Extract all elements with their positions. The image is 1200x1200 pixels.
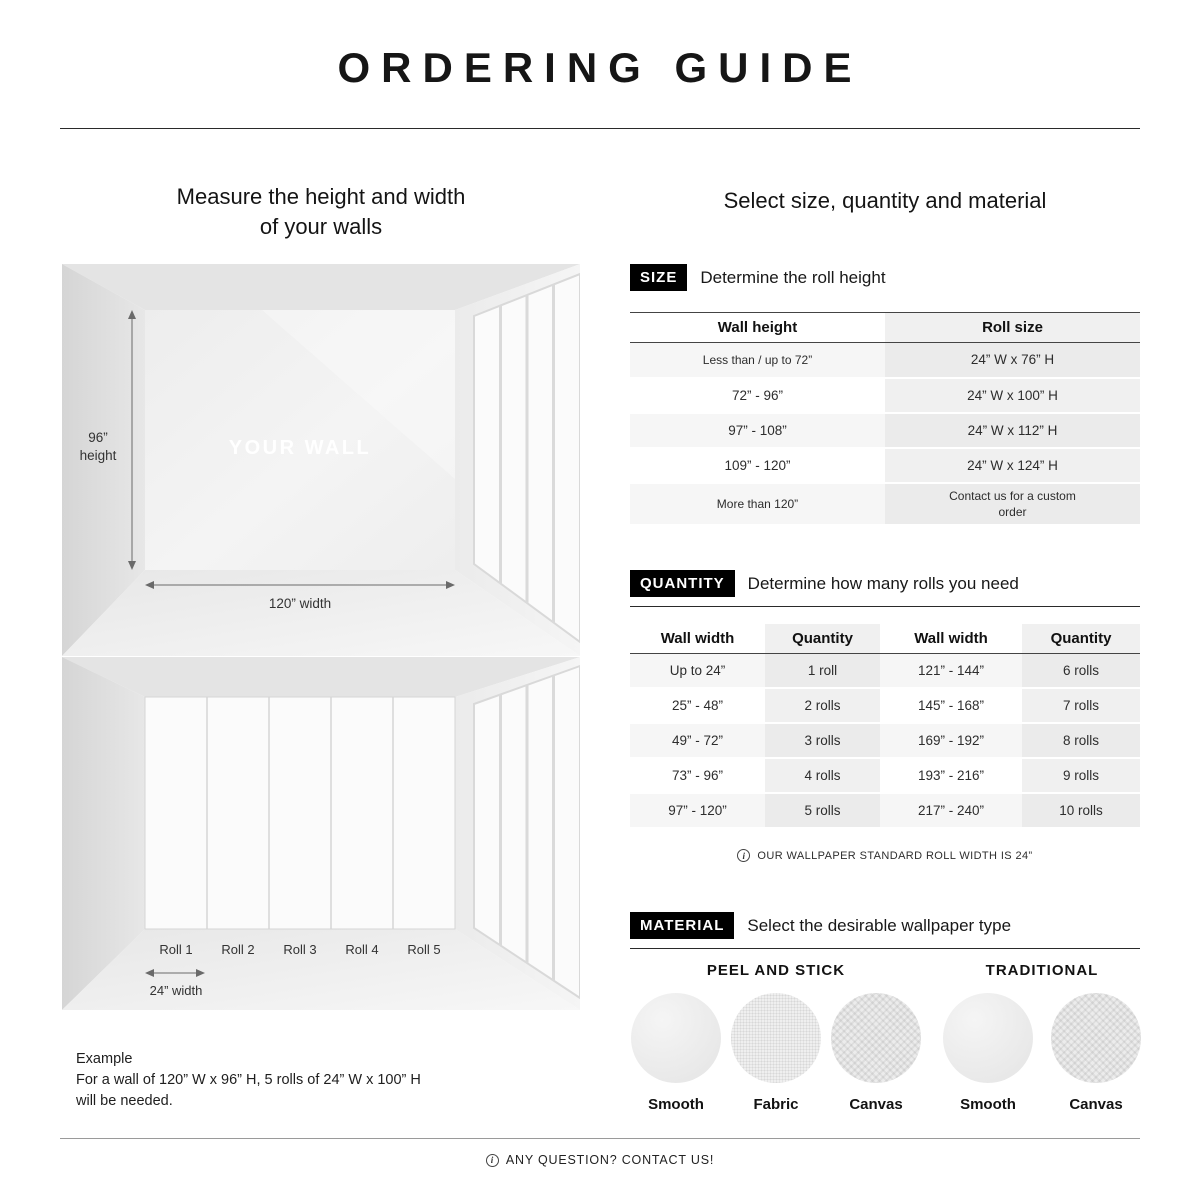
material-subtitle: Select the desirable wallpaper type [747,915,1012,935]
quantity-cell: 6 rolls [1022,653,1140,688]
height-value-label: 96” [88,430,108,445]
quantity-cell: 1 roll [765,653,880,688]
quantity-cell: 7 rolls [1022,688,1140,723]
size-badge: SIZE [630,264,687,291]
title-divider [60,128,1140,129]
wall-width-cell: 193” - 216” [880,758,1022,793]
wall-width-cell: 25” - 48” [630,688,765,723]
measure-heading-line1: Measure the height and width [176,184,466,209]
smooth-texture-icon [943,993,1033,1083]
wall-width-cell: Up to 24” [630,653,765,688]
wallpaper-panels [145,697,455,929]
roll-width-label: 24” width [149,983,203,998]
page-title: ORDERING GUIDE [337,44,863,91]
wall-height-cell: Less than / up to 72” [630,343,885,378]
roll-label-2: Roll 2 [221,942,255,957]
example-line2: will be needed. [76,1093,173,1109]
room-illustration-your-wall [62,264,580,656]
roll-size-cell: 24” W x 100” H [885,378,1140,413]
quantity-subtitle: Determine how many rolls you need [747,573,1019,593]
quantity-cell: 5 rolls [765,793,880,828]
info-icon: i [486,1154,499,1167]
traditional-title: TRADITIONAL [985,962,1099,979]
swatch-smooth [942,993,1034,1113]
footer-note: ANY QUESTION? CONTACT US! [505,1153,715,1167]
quantity-cell: 4 rolls [765,758,880,793]
size-section-header [630,264,1140,291]
roll-size-cell: 24” W x 124” H [885,448,1140,483]
table-row [630,413,1140,448]
qty-col-wall-width-2: Wall width [880,624,1022,653]
swatch-smooth [630,993,722,1113]
quantity-section-header [630,570,1140,607]
swatch-label: Canvas [849,1096,903,1113]
size-subtitle: Determine the roll height [700,267,886,287]
roll-size-cell: 24” W x 112” H [885,413,1140,448]
roll-label-5: Roll 5 [407,942,441,957]
swatch-label: Smooth [648,1096,704,1113]
measure-heading-line2: of your walls [259,214,383,239]
material-section-header [630,912,1140,949]
peel-and-stick-title: PEEL AND STICK [706,962,846,979]
material-badge: MATERIAL [630,912,734,939]
height-word-label: height [79,448,117,463]
wall-width-cell: 49” - 72” [630,723,765,758]
roll-label-3: Roll 3 [283,942,317,957]
table-row [630,448,1140,483]
example-block [76,1049,421,1112]
table-row [630,653,1140,688]
swatch-label: Fabric [753,1096,799,1113]
swatch-label: Canvas [1069,1096,1123,1113]
qty-col-quantity-2: Quantity [1022,624,1140,653]
quantity-badge: QUANTITY [630,570,735,597]
roll-size-cell: Contact us for a custom order [885,483,1140,525]
swatch-fabric [730,993,822,1113]
footer [0,1153,1200,1167]
size-col-roll-size: Roll size [885,313,1140,343]
size-table [630,312,1140,526]
wall-width-cell: 97” - 120” [630,793,765,828]
quantity-cell: 9 rolls [1022,758,1140,793]
table-row [630,723,1140,758]
smooth-texture-icon [631,993,721,1083]
quantity-cell: 8 rolls [1022,723,1140,758]
wall-height-cell: More than 120” [630,483,885,525]
size-col-wall-height: Wall height [630,313,885,343]
qty-col-wall-width-1: Wall width [630,624,765,653]
table-row [630,688,1140,723]
qty-col-quantity-1: Quantity [765,624,880,653]
table-row [630,343,1140,378]
roll-label-4: Roll 4 [345,942,379,957]
quantity-cell: 10 rolls [1022,793,1140,828]
traditional-swatches [942,993,1142,1113]
canvas-texture-icon [831,993,921,1083]
measure-heading [62,182,580,242]
table-row [630,483,1140,525]
your-wall-label: YOUR WALL [228,437,372,459]
swatch-canvas [1050,993,1142,1113]
roll-width-note [630,849,1140,862]
example-line1: For a wall of 120” W x 96” H, 5 rolls of 24” W x 100” H [76,1072,421,1088]
roll-width-note-text: OUR WALLPAPER STANDARD ROLL WIDTH IS 24” [757,849,1033,862]
room-illustration-rolls [62,657,580,1010]
quantity-table [630,624,1140,829]
roll-label-1: Roll 1 [159,942,193,957]
table-row [630,378,1140,413]
table-row [630,758,1140,793]
swatch-canvas [830,993,922,1113]
wall-height-cell: 97” - 108” [630,413,885,448]
peel-and-stick-swatches [630,993,922,1113]
wall-width-cell: 145” - 168” [880,688,1022,723]
width-label: 120” width [268,596,332,611]
wall-height-cell: 109” - 120” [630,448,885,483]
info-icon: i [737,849,750,862]
swatch-label: Smooth [960,1096,1016,1113]
select-heading: Select size, quantity and material [723,188,1047,213]
footer-divider [60,1138,1140,1139]
quantity-cell: 3 rolls [765,723,880,758]
example-title: Example [76,1051,133,1067]
table-row [630,793,1140,828]
quantity-cell: 2 rolls [765,688,880,723]
canvas-texture-icon [1051,993,1141,1083]
wall-width-cell: 169” - 192” [880,723,1022,758]
wall-width-cell: 121” - 144” [880,653,1022,688]
wall-width-cell: 73” - 96” [630,758,765,793]
fabric-texture-icon [731,993,821,1083]
wall-height-cell: 72” - 96” [630,378,885,413]
roll-size-cell: 24” W x 76” H [885,343,1140,378]
wall-width-cell: 217” - 240” [880,793,1022,828]
